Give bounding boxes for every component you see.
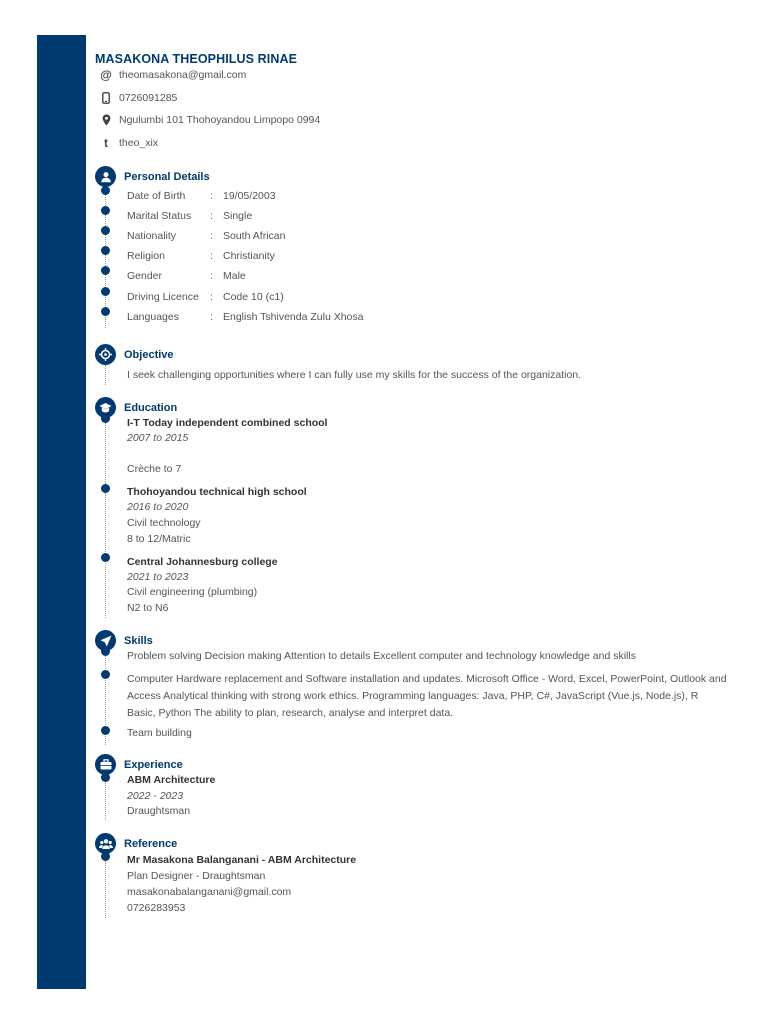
experience-title: Experience	[124, 759, 183, 771]
separator: :	[210, 250, 213, 262]
reference-title: Reference	[124, 838, 178, 850]
dob-label: Date of Birth	[127, 190, 186, 202]
school-level: N2 to N6	[127, 602, 169, 614]
skill-item: Team building	[127, 727, 192, 739]
experience-role: Draughtsman	[127, 805, 191, 817]
skill-item: Problem solving Decision making Attention to details Excellent computer and technology knowledge and skills	[127, 650, 636, 662]
school-name: Thohoyandou technical high school	[127, 486, 307, 498]
separator: :	[210, 190, 213, 202]
objective-text: I seek challenging opportunities where I can fully use my skills for the success of the organization.	[127, 369, 582, 381]
contact-twitter	[100, 137, 158, 149]
experience-years: 2022 - 2023	[127, 790, 184, 802]
school-years: 2007 to 2015	[127, 432, 189, 444]
reference-email: masakonabalanganani@gmail.com	[127, 886, 292, 898]
timeline-dot	[101, 726, 110, 735]
licence-value: Code 10 (c1)	[223, 291, 284, 303]
separator: :	[210, 230, 213, 242]
timeline-dot	[101, 773, 110, 782]
gender-value: Male	[223, 270, 246, 282]
timeline-dot	[101, 852, 110, 861]
school-field: Civil engineering (plumbing)	[127, 586, 258, 598]
personal-details-title: Personal Details	[124, 171, 210, 183]
timeline-dot	[101, 266, 110, 275]
twitter-icon: t	[104, 136, 108, 150]
at-icon: @	[100, 68, 112, 82]
languages-value: English Tshivenda Zulu Xhosa	[223, 311, 364, 323]
timeline-dot	[101, 414, 110, 423]
school-name: Central Johannesburg college	[127, 556, 278, 568]
school-years: 2016 to 2020	[127, 501, 189, 513]
reference-timeline	[105, 854, 106, 918]
contact-email	[100, 69, 246, 81]
phone-text: 0726091285	[119, 92, 178, 104]
reference-phone: 0726283953	[127, 902, 186, 914]
person-icon	[95, 166, 116, 187]
timeline-dot	[101, 647, 110, 656]
school-name: I-T Today independent combined school	[127, 417, 328, 429]
timeline-dot	[101, 246, 110, 255]
education-timeline	[105, 418, 106, 618]
sidebar-bar	[37, 35, 86, 989]
timeline-dot	[101, 307, 110, 316]
objective-title: Objective	[124, 349, 174, 361]
school-level: Crèche to 7	[127, 463, 182, 475]
languages-label: Languages	[127, 311, 179, 323]
address-text: Ngulumbi 101 Thohoyandou Limpopo 0994	[119, 114, 321, 126]
email-text: theomasakona@gmail.com	[119, 69, 247, 81]
skills-title: Skills	[124, 635, 153, 647]
separator: :	[210, 210, 213, 222]
reference-position: Plan Designer - Draughtsman	[127, 870, 266, 882]
skill-item: Computer Hardware replacement and Software installation and updates. Microsoft Office - Word, Excel, PowerPoint, Outlook and Access Analytical thinking with strong work ethics. Programming languages: Java, PHP, C#, JavaScript (Vue.js, Node.js), R Basic, Python The ability to plan, research, analyse and interpret data.	[127, 673, 727, 719]
timeline-dot	[101, 670, 110, 679]
education-title: Education	[124, 402, 178, 414]
nationality-label: Nationality	[127, 230, 177, 242]
briefcase-icon	[95, 754, 116, 775]
people-icon	[95, 833, 116, 854]
marital-label: Marital Status	[127, 210, 192, 222]
company-name: ABM Architecture	[127, 774, 216, 786]
timeline-dot	[101, 186, 110, 195]
religion-label: Religion	[127, 250, 165, 262]
timeline-dot	[101, 287, 110, 296]
school-level: 8 to 12/Matric	[127, 533, 191, 545]
map-pin-icon	[100, 114, 112, 126]
marital-value: Single	[223, 210, 253, 222]
timeline-dot	[101, 226, 110, 235]
licence-label: Driving Licence	[127, 291, 199, 303]
separator: :	[210, 291, 213, 303]
phone-icon	[100, 92, 112, 104]
contact-phone	[100, 92, 177, 104]
reference-name: Mr Masakona Balanganani - ABM Architecture	[127, 854, 357, 866]
separator: :	[210, 270, 213, 282]
school-years: 2021 to 2023	[127, 571, 189, 583]
dob-value: 19/05/2003	[223, 190, 276, 202]
twitter-text: theo_xix	[119, 137, 159, 149]
objective-timeline	[105, 365, 106, 385]
nationality-value: South African	[223, 230, 286, 242]
timeline-dot	[101, 484, 110, 493]
gender-label: Gender	[127, 270, 163, 282]
separator: :	[210, 311, 213, 323]
candidate-name: MASAKONA THEOPHILUS RINAE	[95, 52, 298, 66]
contact-address	[100, 114, 320, 126]
target-icon	[95, 344, 116, 365]
school-field: Civil technology	[127, 517, 201, 529]
timeline-dot	[101, 553, 110, 562]
religion-value: Christianity	[223, 250, 275, 262]
timeline-dot	[101, 206, 110, 215]
